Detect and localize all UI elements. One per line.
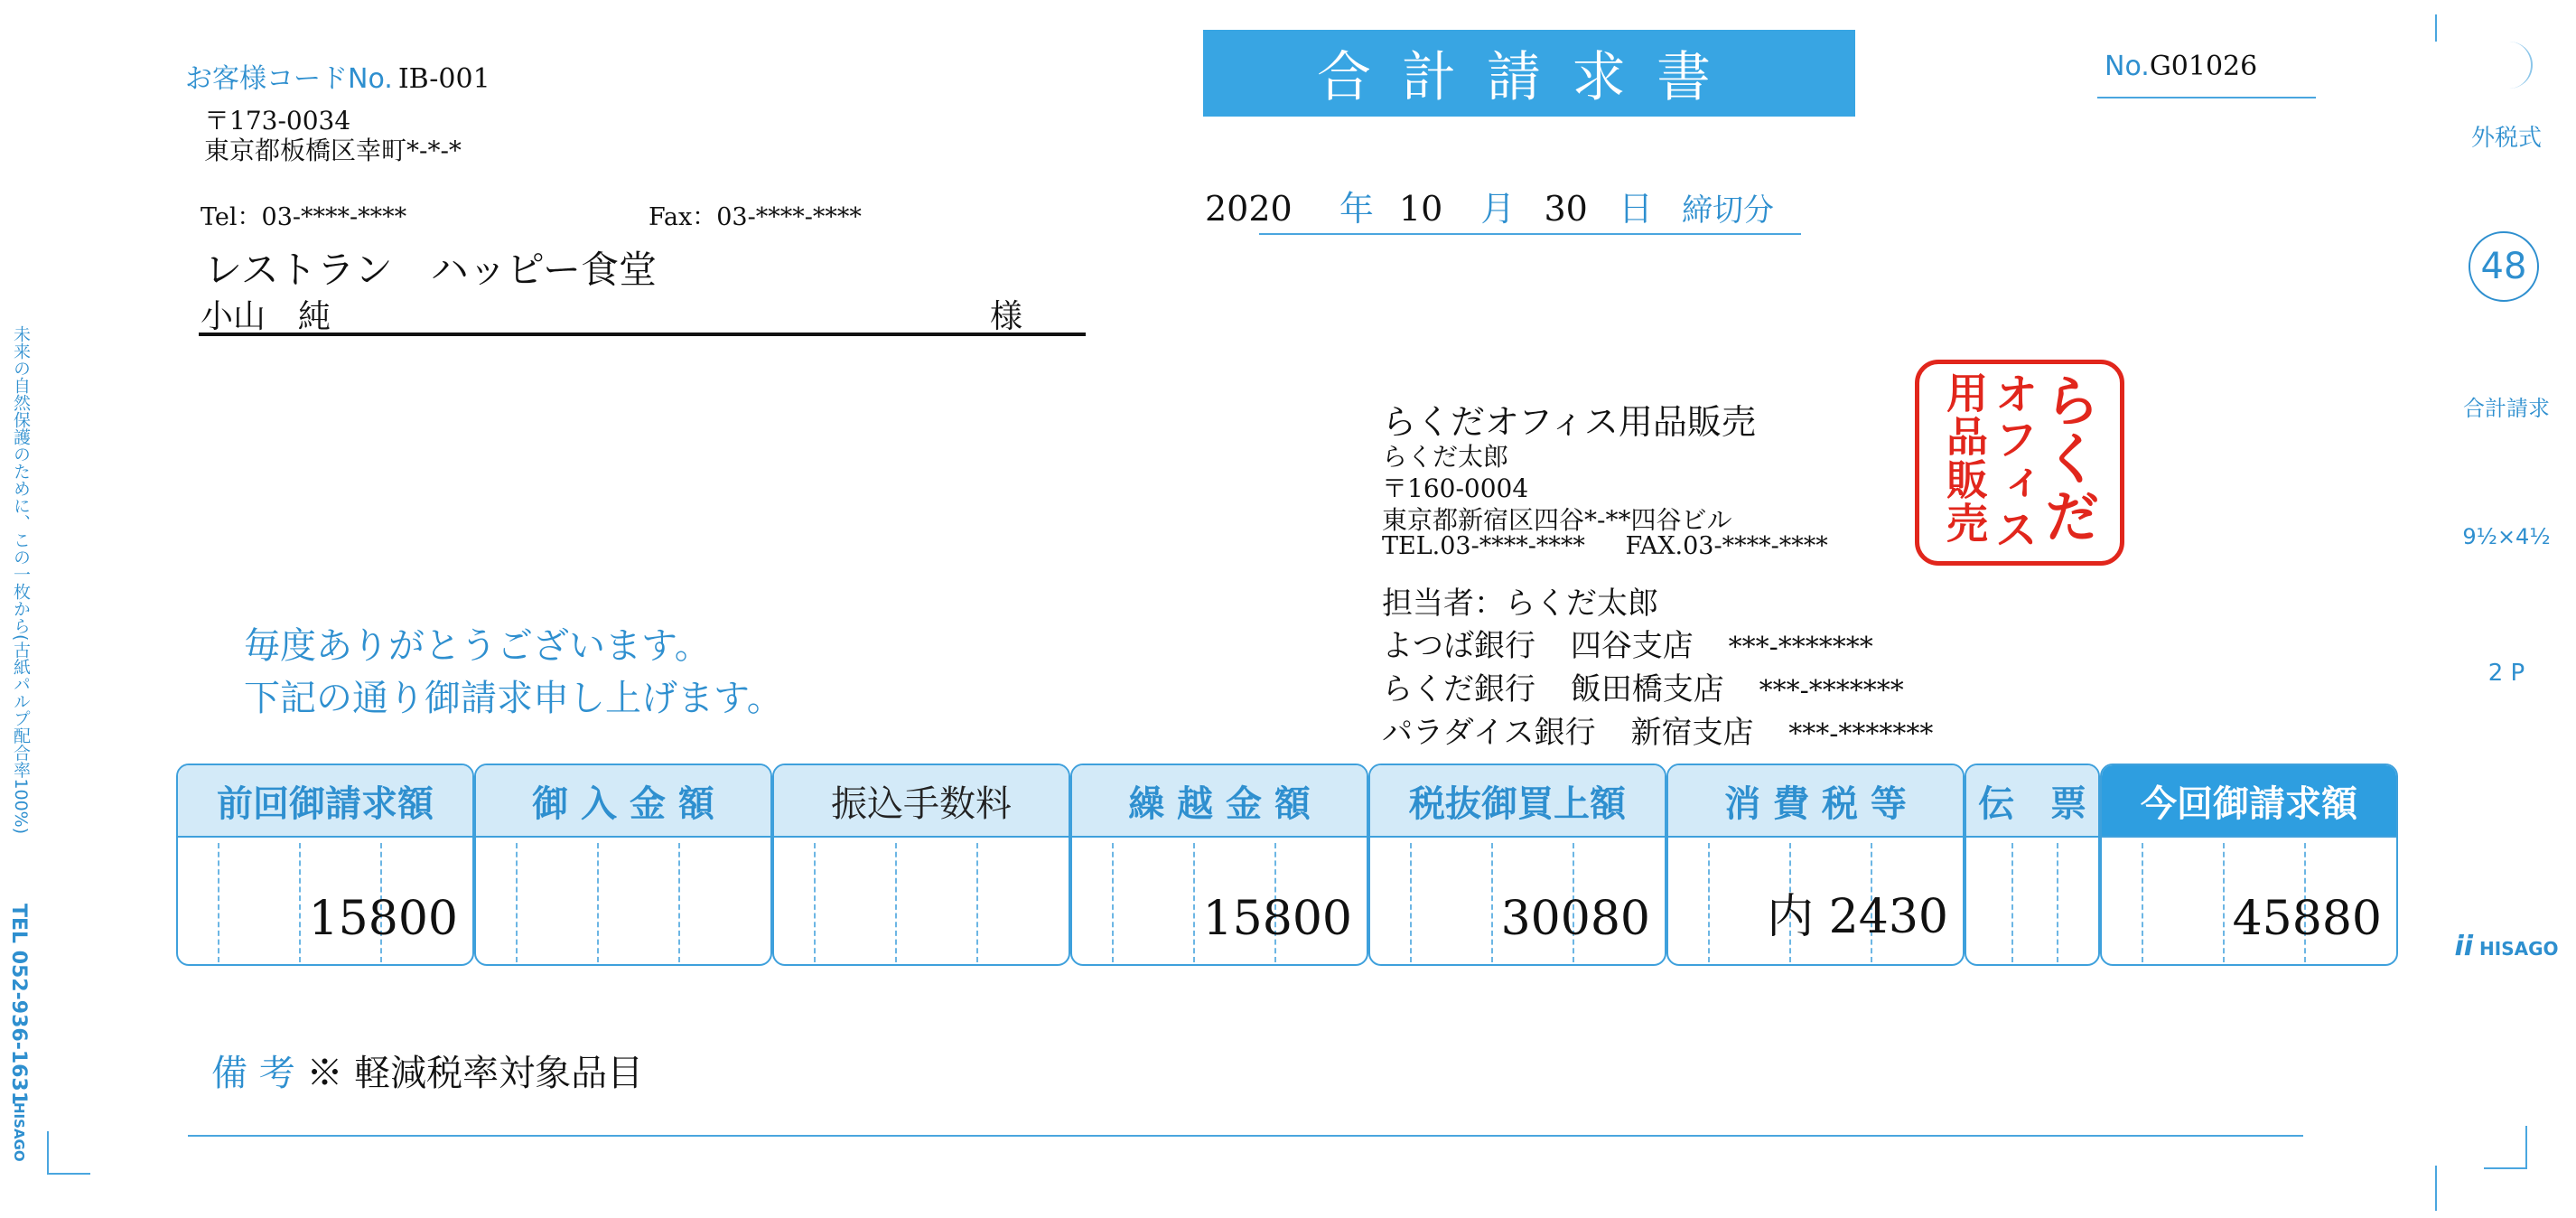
form-number-badge [2469,231,2539,302]
left-strip-tel: TEL 052-936-1631 [7,904,30,1106]
table-header: 前回御請求額 [178,765,472,838]
table-value: 内 2430 [1767,890,1948,944]
table-column-purchase-excl-tax [1368,764,1666,966]
table-header: 消 費 税 等 [1668,765,1963,838]
stamp-column: オフィス [1987,371,2038,552]
tax-type-label: 外税式 [2470,125,2542,152]
issuer-name: らくだオフィス用品販売 [1382,402,1756,442]
left-strip [4,325,40,1166]
greeting-line: 下記の通り御請求申し上げます。 [244,678,783,719]
table-value: 45880 [2232,892,2382,946]
table-header: 御 入 金 額 [476,765,770,838]
table-value: 30080 [1500,892,1650,946]
table-header: 税抜御買上額 [1370,765,1665,838]
page-count-label: 2 P [2487,660,2525,687]
table-column-current-billing [2100,764,2398,966]
customer-postal: 〒173-0034 [204,106,351,136]
table-cell [1370,838,1665,966]
table-column-slips [1965,764,2100,966]
customer-code-value: IB-001 [397,63,490,95]
table-column-previous-billing [176,764,474,966]
bank-name: よつば銀行 [1382,628,1535,664]
billing-date [1205,181,1774,230]
table-header: 今回御請求額 [2102,765,2396,838]
table-cell [774,838,1069,966]
registration-mark [47,1131,90,1175]
date-day: 30 [1544,189,1588,229]
table-cell [1668,838,1963,966]
bank-name: パラダイス銀行 [1382,715,1596,751]
registration-mark [2484,1126,2527,1169]
company-seal-stamp [1915,360,2124,566]
date-month: 10 [1398,189,1443,229]
remarks-underline [188,1135,2303,1137]
greeting-line: 毎度ありがとうございます。 [244,625,711,667]
bank-row [1382,625,1933,669]
right-strip-arc [2495,42,2533,89]
document-title: 合計請求書 [1203,30,1855,117]
table-cell [1966,838,2098,966]
bank-name: らくだ銀行 [1382,671,1535,707]
remarks-text: ※ 軽減税率対象品目 [306,1053,644,1094]
bank-row [1382,712,1933,755]
issuer-fax: FAX.03-****-**** [1625,532,1828,560]
bank-branch: 四谷支店 [1570,628,1694,664]
customer-honorific: 様 [990,298,1023,335]
customer-person: 小山 純 [201,298,331,335]
customer-company: レストラン ハッピー食堂 [204,248,658,292]
form-number: 48 [2480,246,2527,287]
document-number-value: G01026 [2149,51,2258,82]
table-cell [2102,838,2396,966]
date-year: 2020 [1205,189,1293,229]
brand-logo-icon: ii [2454,931,2474,962]
issuer-address: 東京都新宿区四谷*-**四谷ビル [1382,505,1732,535]
customer-code [185,56,490,96]
table-column-consumption-tax [1666,764,1965,966]
left-strip-note: 未来の自然保護のために、この一枚から(古紙パルプ配合率100%) [11,325,31,835]
document-number [2105,51,2257,82]
date-year-unit: 年 [1339,189,1374,229]
date-cutoff: 締切分 [1682,192,1775,229]
table-value: 15800 [308,892,458,946]
customer-fax: Fax：03-****-**** [649,203,862,231]
bank-account: ***-******* [1759,675,1904,707]
bank-row [1382,669,1933,712]
form-size-label: 9½×4½ [2462,524,2551,549]
table-value: 15800 [1202,892,1352,946]
table-cell [476,838,770,966]
customer-code-label: お客様コードNo. [185,63,393,95]
issuer-person: らくだ太郎 [1382,442,1509,472]
issuer-postal: 〒160-0004 [1382,473,1529,503]
table-column-transfer-fee [772,764,1070,966]
table-column-carried-over [1070,764,1368,966]
document-number-label: No. [2105,51,2150,82]
amount-table [176,764,2398,968]
customer-tel: Tel：03-****-**** [201,203,407,231]
stamp-column: らくだ [2035,371,2101,545]
table-header: 振込手数料 [774,765,1069,838]
document-number-underline [2097,97,2316,98]
table-cell [1072,838,1367,966]
table-header: 伝 票 [1966,765,2098,838]
bank-branch: 新宿支店 [1630,715,1754,751]
right-strip-edge [2435,1166,2437,1211]
stamp-column: 用品販売 [1940,371,1989,545]
table-column-payment-received [474,764,772,966]
issuer-tel: TEL.03-****-**** [1382,532,1585,560]
bank-branch: 飯田橋支店 [1570,671,1724,707]
remarks-label: 備 考 [211,1053,295,1094]
left-strip-brand: HISAGO [11,1102,27,1162]
customer-underline [199,333,1086,336]
brand-logo [2439,931,2574,962]
remarks [211,1045,643,1096]
form-type-label: 合計請求 [2463,396,2550,421]
bank-list [1382,625,1933,755]
bank-account: ***-******* [1788,718,1934,750]
table-cell [178,838,472,966]
date-day-unit: 日 [1618,189,1653,229]
issuer-contact [1382,532,1828,560]
brand-logo-text: HISAGO [2479,938,2559,960]
date-underline [1259,233,1801,235]
issuer-staff: 担当者：らくだ太郎 [1382,586,1658,622]
table-header: 繰 越 金 額 [1072,765,1367,838]
customer-address: 東京都板橋区幸町*-*-* [204,136,462,165]
greeting [244,620,783,725]
date-month-unit: 月 [1480,189,1516,229]
right-strip-edge [2435,14,2437,42]
bank-account: ***-******* [1728,632,1873,663]
